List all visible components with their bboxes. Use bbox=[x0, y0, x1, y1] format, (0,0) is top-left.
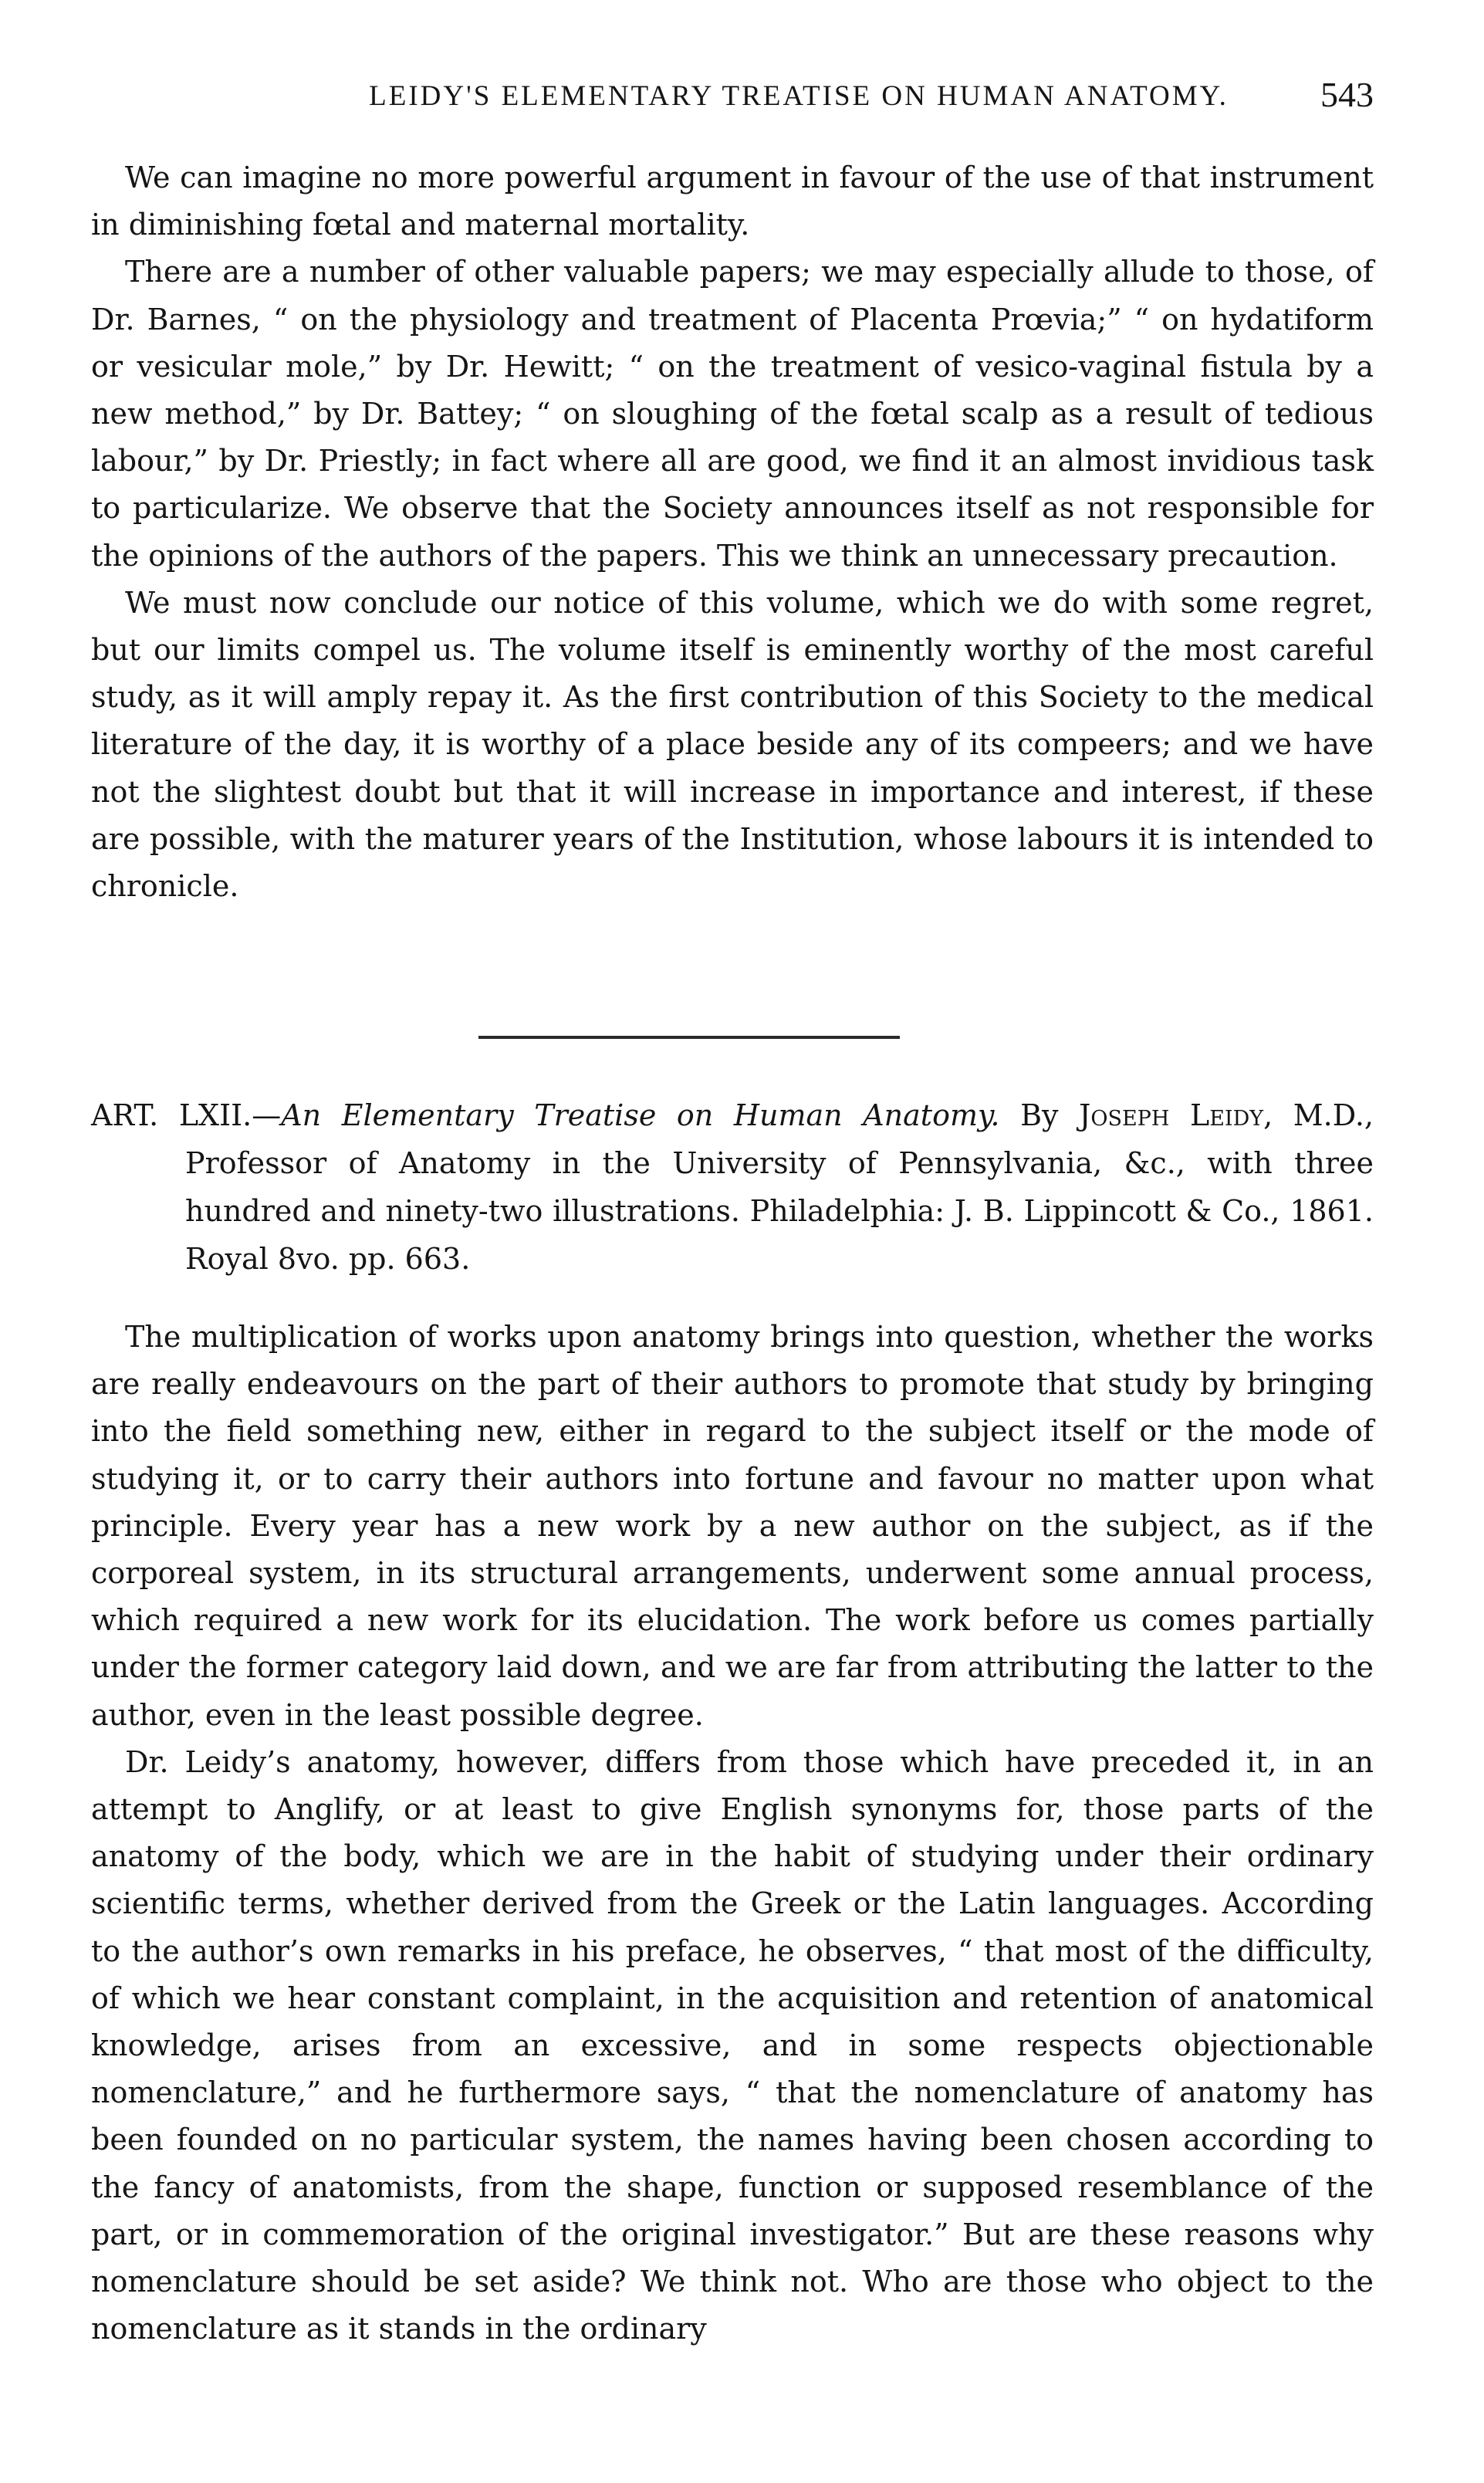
review-conclusion bbox=[91, 154, 1374, 910]
paragraph: The multiplication of works upon anatomy brings into question, whether the works are really endeavours on the part of their authors to promote that study by bringing into the field something new, either in regard to the subject itself or the mode of studying it, or to carry their authors into fortune and favour no matter upon what principle. Every year has a new work by a new author on the subject, as if the corporeal system, in its structural arrangements, underwent some annual process, which required a new work for its elucidation. The work before us comes partially under the former category laid down, and we are far from attributing the latter to the author, even in the least possible degree. bbox=[91, 1320, 1374, 1732]
article-by: By bbox=[999, 1098, 1080, 1132]
paragraph: We must now conclude our notice of this volume, which we do with some regret, but our limits compel us. The volume itself is eminently worthy of the most careful study, as it will amply repay it. As the first contribution of this Society to the medical literature of the day, it is worthy of a place beside any of its compeers; and we have not the slightest doubt but that it will increase in importance and interest, if these are possible, with the maturer years of the Institution, whose labours it is intended to chronicle. bbox=[91, 585, 1374, 904]
article-label: ART. LXII.— bbox=[91, 1098, 282, 1132]
page-number: 543 bbox=[1320, 75, 1374, 114]
paragraph: We can imagine no more powerful argument in favour of the use of that instrument in diminishing fœtal and maternal mortality. bbox=[91, 161, 1374, 242]
article-details: , M.D., Professor of Anatomy in the University of Pennsylvania, &c., with three hundred and ninety-two illustrations. Philadelphia: J. B. Lippincott & Co., 1861. Royal 8vo. pp. 663. bbox=[185, 1098, 1374, 1276]
article-title: An Elementary Treatise on Human Anatomy. bbox=[281, 1098, 1000, 1132]
article-author: Joseph Leidy bbox=[1079, 1098, 1264, 1132]
article-heading bbox=[91, 1091, 1374, 1283]
section-divider bbox=[478, 1036, 900, 1039]
running-header: LEIDY'S ELEMENTARY TREATISE ON HUMAN ANATOMY. bbox=[369, 80, 1229, 112]
review-body bbox=[91, 1314, 1374, 2353]
paragraph: Dr. Leidy’s anatomy, however, differs from those which have preceded it, in an attempt to Anglify, or at least to give English synonyms for, those parts of the anatomy of the body, which we are in the habit of studying under their ordinary scientific terms, whether derived from the Greek or the Latin languages. According to the author’s own remarks in his preface, he observes, “ that most of the difficulty, of which we hear constant complaint, in the acquisition and retention of anatomical knowledge, arises from an excessive, and in some respects objectionable nomenclature,” and he furthermore says, “ that the nomenclature of anatomy has been founded on no particular system, the names having been chosen according to the fancy of anatomists, from the shape, function or supposed resemblance of the part, or in commemoration of the original investigator.” But are these reasons why nomenclature should be set aside? We think not. Who are those who object to the nomenclature as it stands in the ordinary bbox=[91, 1744, 1374, 2346]
paragraph: There are a number of other valuable papers; we may especially allude to those, of Dr. Barnes, “ on the physiology and treatment of Placenta Prœvia;” “ on hydatiform or vesicular mole,” by Dr. Hewitt; “ on the treatment of vesico-vaginal fistula by a new method,” by Dr. Battey; “ on sloughing of the fœtal scalp as a result of tedious labour,” by Dr. Priestly; in fact where all are good, we find it an almost invidious task to particularize. We observe that the Society announces itself as not responsible for the opinions of the authors of the papers. This we think an unnecessary precaution. bbox=[91, 255, 1374, 573]
